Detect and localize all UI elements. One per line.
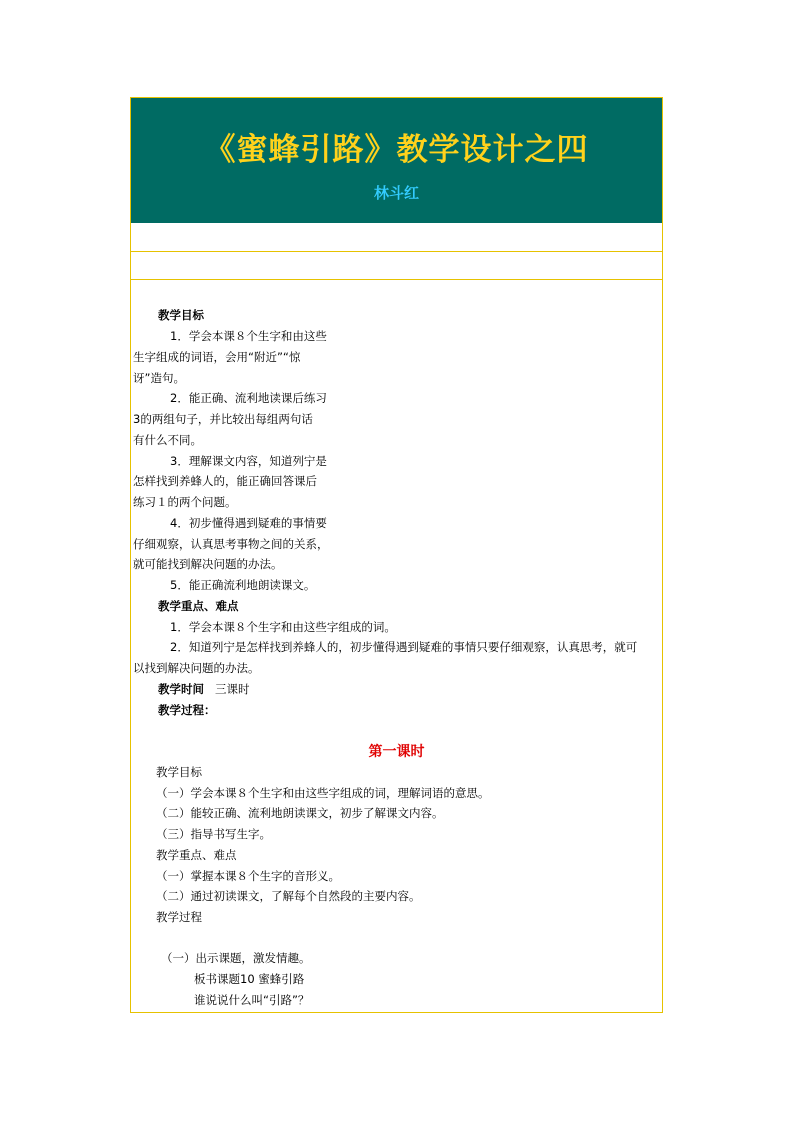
goal-line: 有什么不同。: [133, 433, 202, 447]
goal-line: 就可能找到解决问题的办法。: [133, 557, 283, 571]
lesson-goals-heading: 教学目标: [156, 765, 202, 779]
document-frame: [130, 97, 663, 1013]
time-label: 教学时间: [158, 682, 204, 696]
divider: [131, 251, 662, 252]
lesson-focus-line: （一）掌握本课８个生字的音形义。: [156, 869, 340, 883]
goal-line: 1．学会本课８个生字和由这些: [170, 329, 327, 343]
time-value: 三课时: [214, 682, 250, 696]
goal-line: 3．理解课文内容，知道列宁是: [170, 454, 327, 468]
lesson-goal-line: （一）学会本课８个生字和由这些字组成的词，理解词语的意思。: [156, 786, 490, 800]
focus-line: 以找到解决问题的办法。: [133, 661, 260, 675]
author-name: 林斗红: [373, 184, 419, 202]
lesson-focus-heading: 教学重点、难点: [156, 848, 237, 862]
lesson-focus-line: （二）通过初读课文，了解每个自然段的主要内容。: [156, 889, 421, 903]
page-title: 《蜜蜂引路》教学设计之四: [204, 132, 589, 168]
goal-line: 2．能正确、流利地读课后练习: [170, 391, 327, 405]
focus-line: 1．学会本课８个生字和由这些字组成的词。: [170, 620, 396, 634]
section-heading-goals: 教学目标: [158, 308, 204, 322]
goal-line: 练习１的两个问题。: [133, 495, 237, 509]
teaching-time: [158, 681, 249, 697]
lesson-process-line: 谁说说什么叫“引路”？: [194, 993, 310, 1007]
goal-line: 怎样找到养蜂人的，能正确回答课后: [133, 474, 317, 488]
goal-line: 仔细观察，认真思考事物之间的关系，: [133, 537, 329, 551]
goal-line: 生字组成的词语，会用“附近”“惊: [133, 350, 301, 364]
lesson-process-line: 板书课题10 蜜蜂引路: [194, 972, 305, 986]
focus-line: 2．知道列宁是怎样找到养蜂人的，初步懂得遇到疑难的事情只要仔细观察，认真思考，就可: [170, 640, 638, 654]
goal-line: 5．能正确流利地朗读课文。: [170, 578, 316, 592]
lesson-process-heading: 教学过程: [156, 910, 202, 924]
lesson-goal-line: （二）能较正确、流利地朗读课文，初步了解课文内容。: [156, 806, 444, 820]
section-heading-process: 教学过程：: [158, 703, 216, 717]
title-banner: [131, 98, 662, 223]
section-heading-focus: 教学重点、难点: [158, 599, 239, 613]
goal-line: 讶”造句。: [133, 371, 185, 385]
goal-line: 3的两组句子，并比较出每组两句话: [133, 412, 313, 426]
lesson-title: 第一课时: [368, 744, 425, 760]
goal-line: 4．初步懂得遇到疑难的事情要: [170, 516, 327, 530]
divider: [131, 279, 662, 280]
lesson-process-line: （一）出示课题，激发情趣。: [161, 951, 311, 965]
lesson-goal-line: （三）指导书写生字。: [156, 827, 271, 841]
